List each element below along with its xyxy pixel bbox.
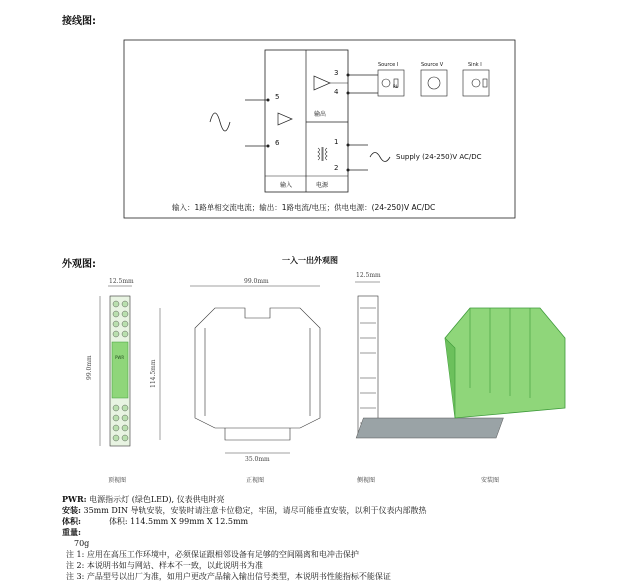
dim-side-width: 12.5mm <box>356 272 381 279</box>
label-source-i: Source I <box>378 62 399 68</box>
dim-front-height: 99.0mm <box>86 355 93 380</box>
ac-input-wave-icon <box>210 113 230 131</box>
label-sink-i: Sink I <box>468 62 482 68</box>
install-view-drawing <box>356 308 565 438</box>
note-volume: 体积: 体积: 114.5mm X 99mm X 12.5mm <box>62 516 249 526</box>
dim-top-width: 99.0mm <box>244 278 269 285</box>
source-i-icon <box>378 70 404 96</box>
label-power: 电源 <box>316 182 329 189</box>
appearance-title: 外观图: <box>62 259 96 270</box>
terminal-2: 2 <box>334 164 339 172</box>
top-view-drawing <box>100 286 132 446</box>
appearance-drawings <box>0 268 640 498</box>
dim-front-width: 12.5mm <box>109 278 134 285</box>
dim-side-height: 114.5mm <box>150 359 157 388</box>
transformer-icon <box>318 147 327 161</box>
label-rl: RL <box>393 84 399 89</box>
output-amplifier-icon <box>314 76 330 90</box>
note-3: 注 3: 产品型号以出厂为准，如用户更改产品输入输出信号类型，本说明书性能指标不能保证 <box>66 572 391 581</box>
sink-i-icon <box>463 70 489 96</box>
caption-install-view: 安装图 <box>481 477 500 484</box>
appearance-subtitle: 一入一出外观图 <box>282 256 338 265</box>
note-install: 安装: 35mm DIN 导轨安装，安装时请注意卡位稳定，牢固，请尽可能垂直安装，以利于仪表内部散热 <box>62 505 427 515</box>
caption-top-view: 顶视图 <box>108 477 127 484</box>
caption-side-view: 侧视图 <box>357 477 376 484</box>
supply-ac-wave-icon <box>370 153 390 162</box>
dim-bottom-width: 35.0mm <box>245 456 270 463</box>
caption-front-view: 正视图 <box>246 477 265 484</box>
note-weight-value: 70g <box>74 539 90 548</box>
side-view-drawing <box>355 282 380 436</box>
label-source-v: Source V <box>421 62 444 68</box>
terminal-4: 4 <box>334 88 339 96</box>
terminal-5: 5 <box>275 93 280 101</box>
note-pwr: PWR: 电源指示灯 (绿色LED), 仪表供电时亮 <box>62 494 225 504</box>
source-v-icon <box>421 70 447 96</box>
input-amplifier-icon <box>278 113 292 125</box>
terminal-3: 3 <box>334 69 339 77</box>
front-view-drawing <box>160 286 320 453</box>
pwr-mark: PWR <box>115 355 125 360</box>
wiring-title: 接线图: <box>62 16 96 27</box>
wiring-caption: 输入：1路单相交流电流；输出：1路电流/电压；供电电源：(24-250)V AC/DC <box>172 203 436 212</box>
note-2: 注 2: 本说明书如与网站、样本不一致，以此说明书为准 <box>66 561 263 570</box>
note-1: 注 1: 应用在高压工作环境中，必须保证跟相邻设备有足够的空间隔离和电冲击保护 <box>66 550 359 559</box>
terminal-1: 1 <box>334 138 339 146</box>
label-input: 输入 <box>280 182 293 189</box>
notes-block <box>62 494 427 582</box>
label-supply: Supply (24-250)V AC/DC <box>396 153 482 161</box>
terminal-6: 6 <box>275 139 280 147</box>
note-weight: 重量: <box>62 527 81 537</box>
label-output: 输出 <box>314 111 327 118</box>
